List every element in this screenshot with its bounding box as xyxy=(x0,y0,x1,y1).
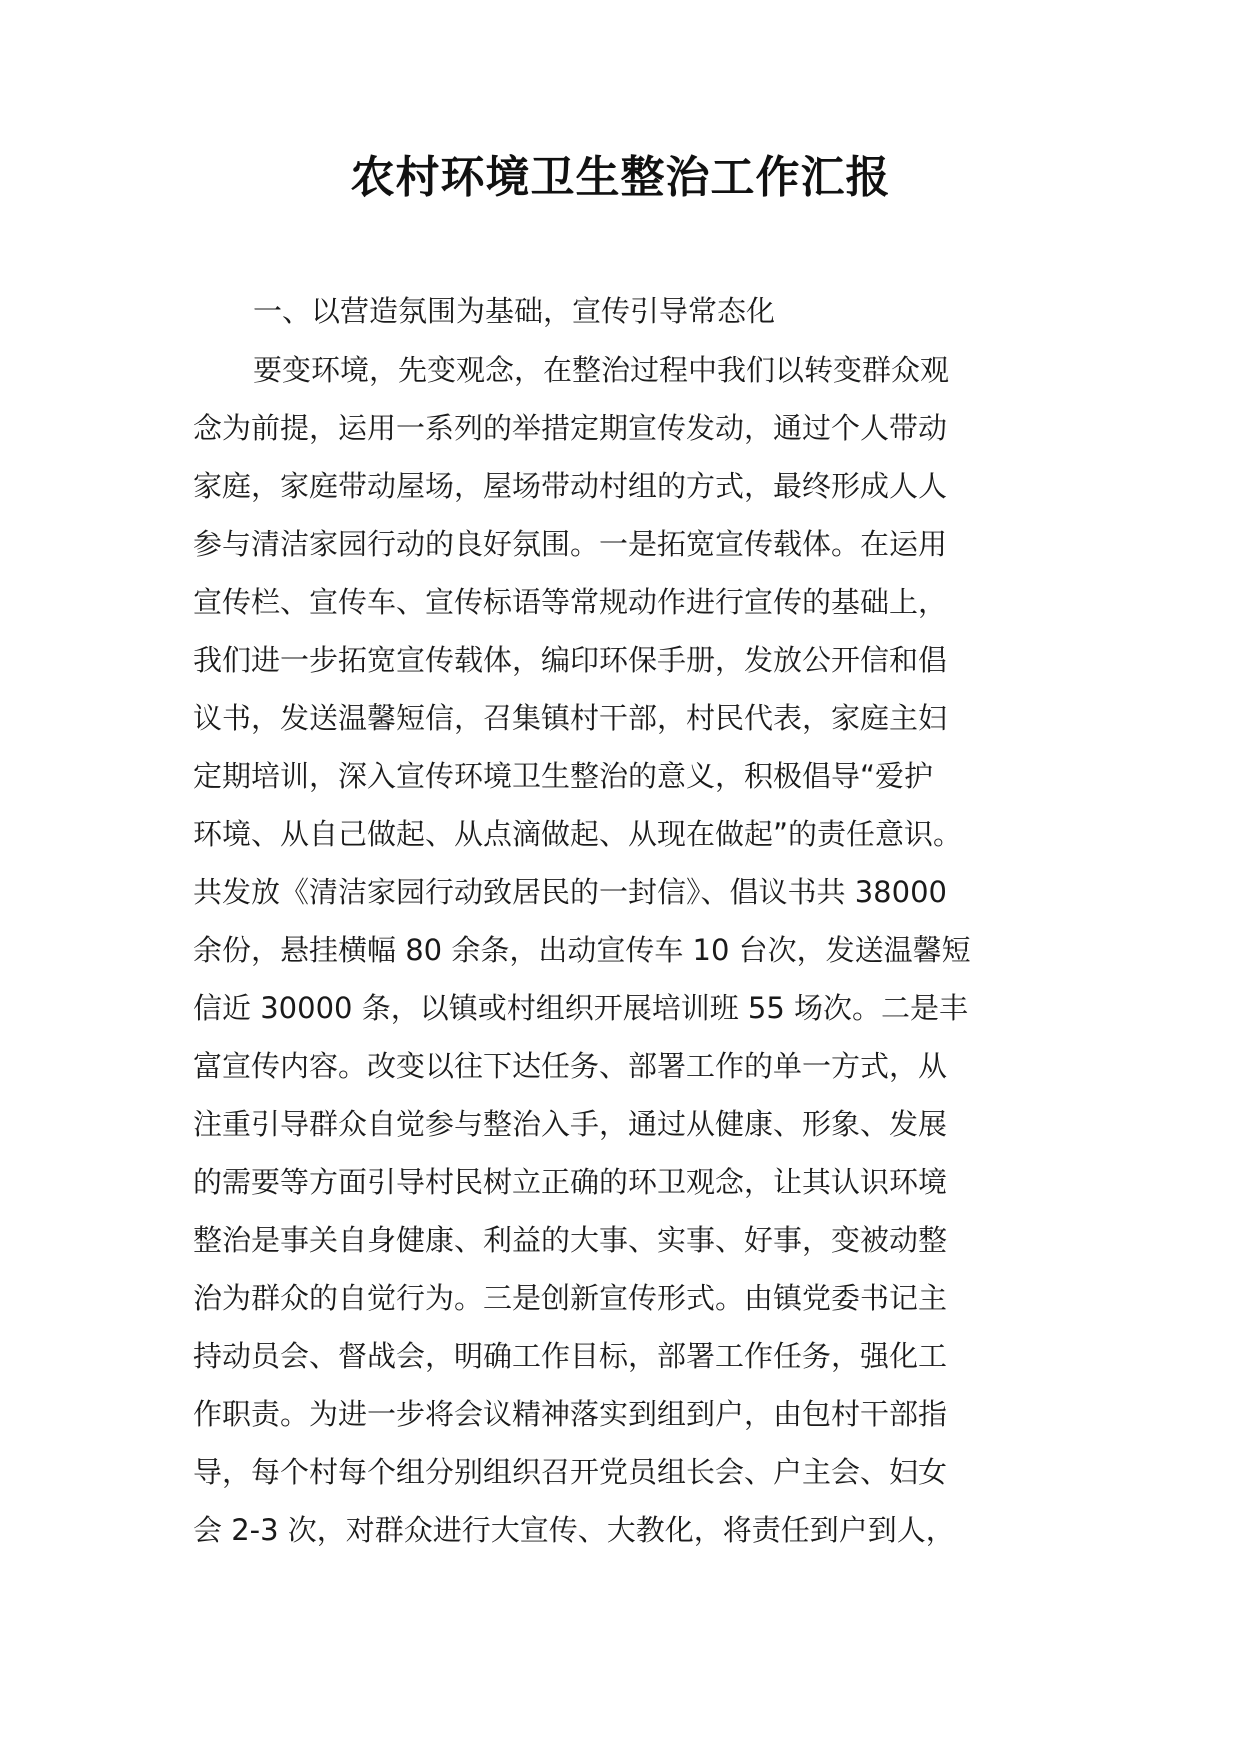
paragraph-line: 余份，悬挂横幅 80 余条，出动宣传车 10 台次，发送温馨短 xyxy=(193,933,971,967)
paragraph-line: 环境、从自己做起、从点滴做起、从现在做起”的责任意识。 xyxy=(193,817,963,851)
paragraph-line: 参与清洁家园行动的良好氛围。一是拓宽宣传载体。在运用 xyxy=(193,527,948,561)
paragraph-line: 会 2-3 次，对群众进行大宣传、大教化，将责任到户到人， xyxy=(193,1513,955,1547)
paragraph-line: 治为群众的自觉行为。三是创新宣传形式。由镇党委书记主 xyxy=(193,1281,948,1315)
section-heading: 一、以营造氛围为基础，宣传引导常态化 xyxy=(253,294,776,328)
paragraph-line: 注重引导群众自觉参与整治入手，通过从健康、形象、发展 xyxy=(193,1107,948,1141)
paragraph-line: 导，每个村每个组分别组织召开党员组长会、户主会、妇女 xyxy=(193,1455,948,1489)
paragraph-line: 议书，发送温馨短信，召集镇村干部，村民代表，家庭主妇 xyxy=(193,701,948,735)
paragraph-line: 宣传栏、宣传车、宣传标语等常规动作进行宣传的基础上， xyxy=(193,585,948,619)
paragraph-line: 整治是事关自身健康、利益的大事、实事、好事，变被动整 xyxy=(193,1223,948,1257)
paragraph-line: 持动员会、督战会，明确工作目标，部署工作任务，强化工 xyxy=(193,1339,948,1373)
paragraph-line: 作职责。为进一步将会议精神落实到组到户，由包村干部指 xyxy=(193,1397,948,1431)
paragraph-line: 信近 30000 条，以镇或村组织开展培训班 55 场次。二是丰 xyxy=(193,991,969,1025)
paragraph-line: 富宣传内容。改变以往下达任务、部署工作的单一方式，从 xyxy=(193,1049,948,1083)
paragraph-line: 我们进一步拓宽宣传载体，编印环保手册，发放公开信和倡 xyxy=(193,643,948,677)
paragraph-line: 定期培训，深入宣传环境卫生整治的意义，积极倡导“爱护 xyxy=(193,759,934,793)
paragraph-line: 念为前提，运用一系列的举措定期宣传发动，通过个人带动 xyxy=(193,411,948,445)
paragraph xyxy=(193,350,1053,1568)
paragraph-line: 家庭，家庭带动屋场，屋场带动村组的方式，最终形成人人 xyxy=(193,469,948,503)
document-title: 农村环境卫生整治工作汇报 xyxy=(350,152,891,203)
paragraph-line: 的需要等方面引导村民树立正确的环卫观念，让其认识环境 xyxy=(193,1165,948,1199)
paragraph-line: 要变环境，先变观念，在整治过程中我们以转变群众观 xyxy=(253,353,950,387)
paragraph-line: 共发放《清洁家园行动致居民的一封信》、倡议书共 38000 xyxy=(193,875,947,909)
